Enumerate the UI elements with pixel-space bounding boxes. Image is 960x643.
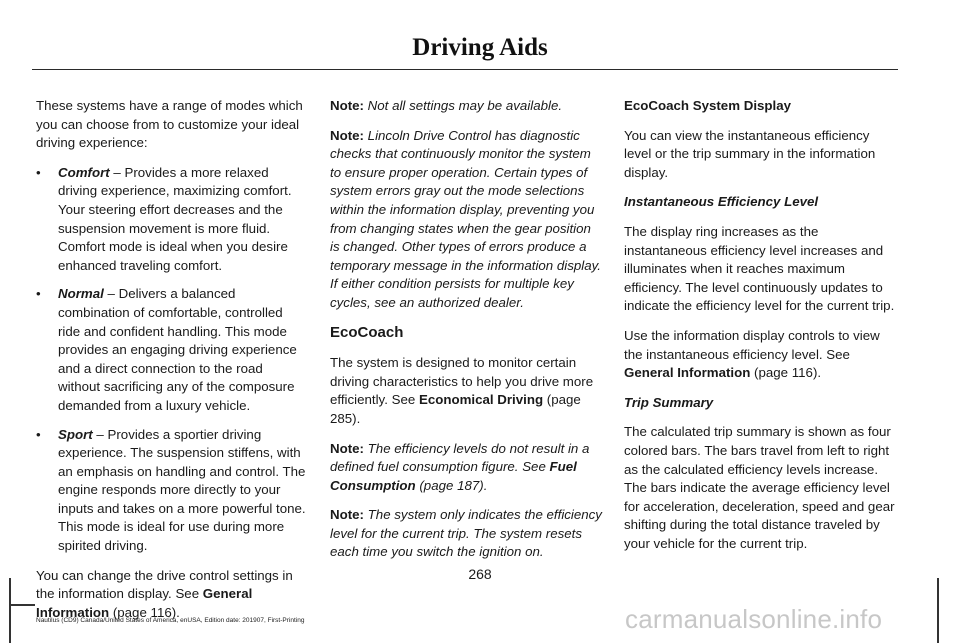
crop-mark [937, 578, 939, 643]
instantaneous-paragraph: The display ring increases as the instantaneous efficiency level increases and illuminates when it reaches maximum efficiency. The level continuously updates to indicate the efficiency level for the current trip. [624, 223, 895, 314]
note-text: The efficiency levels do not result in a defined fuel consumption figure. See [330, 440, 590, 475]
section-heading-system-display: EcoCoach System Display [624, 98, 792, 113]
page-reference: (page 116). [750, 365, 822, 381]
note-paragraph [330, 97, 602, 116]
closing-text: You can change the drive control settings in the information display. See [36, 567, 293, 602]
bullet-marker: • [36, 426, 41, 442]
note-label: Note: [330, 440, 364, 456]
fuel-consumption-link[interactable]: Fuel Consumption [330, 459, 577, 493]
mode-description: – Provides a more relaxed driving experience, maximizing comfort. Your steering effort decreases and the suspension movement is more fluid. Comfort mode is ideal when you desire enhanced traveling comfort. [58, 164, 292, 273]
economical-driving-link[interactable]: Economical Driving [418, 392, 544, 408]
crop-mark [9, 578, 11, 643]
general-information-link[interactable]: General Information [624, 365, 751, 381]
note-text: Lincoln Drive Control has diagnostic checks that continuously monitor the system to ensure proper operation. Certain types of system errors gray out the mode selections within the information display, preventing you from changing states when the gear position is changed. Other types of errors produce a temporary message in the information display. If either condition persists for multiple key cycles, see an authorized dealer. [330, 127, 601, 310]
mode-term: Sport [58, 426, 93, 442]
paragraph-text: Use the information display controls to view the instantaneous efficiency level. See [624, 327, 880, 362]
intro-paragraph: These systems have a range of modes which you can choose from to customize your ideal driving experience: [36, 98, 303, 151]
paragraph-text: The system is designed to monitor certain driving characteristics to help you drive more efficiently. See [330, 355, 594, 408]
page-number: 268 [468, 566, 492, 582]
subheading-instantaneous: Instantaneous Efficiency Level [624, 194, 819, 210]
subheading-trip-summary: Trip Summary [624, 394, 714, 410]
watermark: carmanualsonline.info [625, 604, 883, 634]
column-3 [624, 97, 896, 564]
general-information-link[interactable]: General Information [36, 586, 253, 620]
column-2 [330, 97, 602, 573]
page-title: Driving Aids [412, 34, 548, 61]
section-heading-ecocoach: EcoCoach [330, 323, 404, 341]
list-item [36, 164, 308, 276]
bullet-marker: • [36, 286, 41, 302]
edition-footer: Nautilus (CD9) Canada/United States of America, enUSA, Edition date: 201907, First-Printing [36, 617, 305, 624]
drive-mode-list [36, 164, 308, 556]
note-paragraph [330, 506, 602, 562]
mode-term: Normal [58, 286, 104, 302]
note-label: Note: [330, 507, 364, 523]
page-reference: (page 116). [109, 604, 180, 620]
trip-summary-paragraph: The calculated trip summary is shown as four colored bars. The bars travel from left to right as the calculated efficiency levels increase. The bars indicate the average efficiency level for acceleration, deceleration, speed and gear shifting during the total distance traveled by your vehicle for the current trip. [624, 424, 895, 551]
display-paragraph: You can view the instantaneous efficiency level or the trip summary in the information display. [624, 127, 876, 180]
note-paragraph [330, 440, 602, 496]
list-item [36, 285, 308, 415]
page-reference: (page 285). [330, 392, 581, 426]
mode-description: – Delivers a balanced combination of comfortable, controlled ride and confident handling. This mode provides an engaging driving experience and a direct connection to the road without sacrificing any of the composure demanded from a luxury vehicle. [58, 286, 297, 413]
header-divider [32, 69, 898, 70]
mode-description: – Provides a sportier driving experience. The suspension stiffens, with an emphasis on handling and control. The engine responds more directly to your inputs and takes on a more powerful tone. This mode is ideal for use during more spirited driving. [58, 426, 306, 554]
crop-mark [9, 604, 35, 606]
note-label: Note: [330, 127, 364, 143]
bullet-marker: • [36, 164, 41, 180]
controls-paragraph [624, 327, 896, 383]
note-paragraph [330, 127, 602, 313]
page-reference: (page 187). [415, 477, 488, 493]
note-text: The system only indicates the efficiency level for the current trip. The system resets each time you switch the ignition on. [330, 507, 602, 560]
list-item [36, 426, 308, 556]
note-text: Not all settings may be available. [363, 98, 563, 113]
mode-term: Comfort [58, 164, 110, 180]
column-1 [36, 97, 308, 633]
note-label: Note: [330, 98, 364, 113]
ecocoach-paragraph [330, 354, 602, 428]
